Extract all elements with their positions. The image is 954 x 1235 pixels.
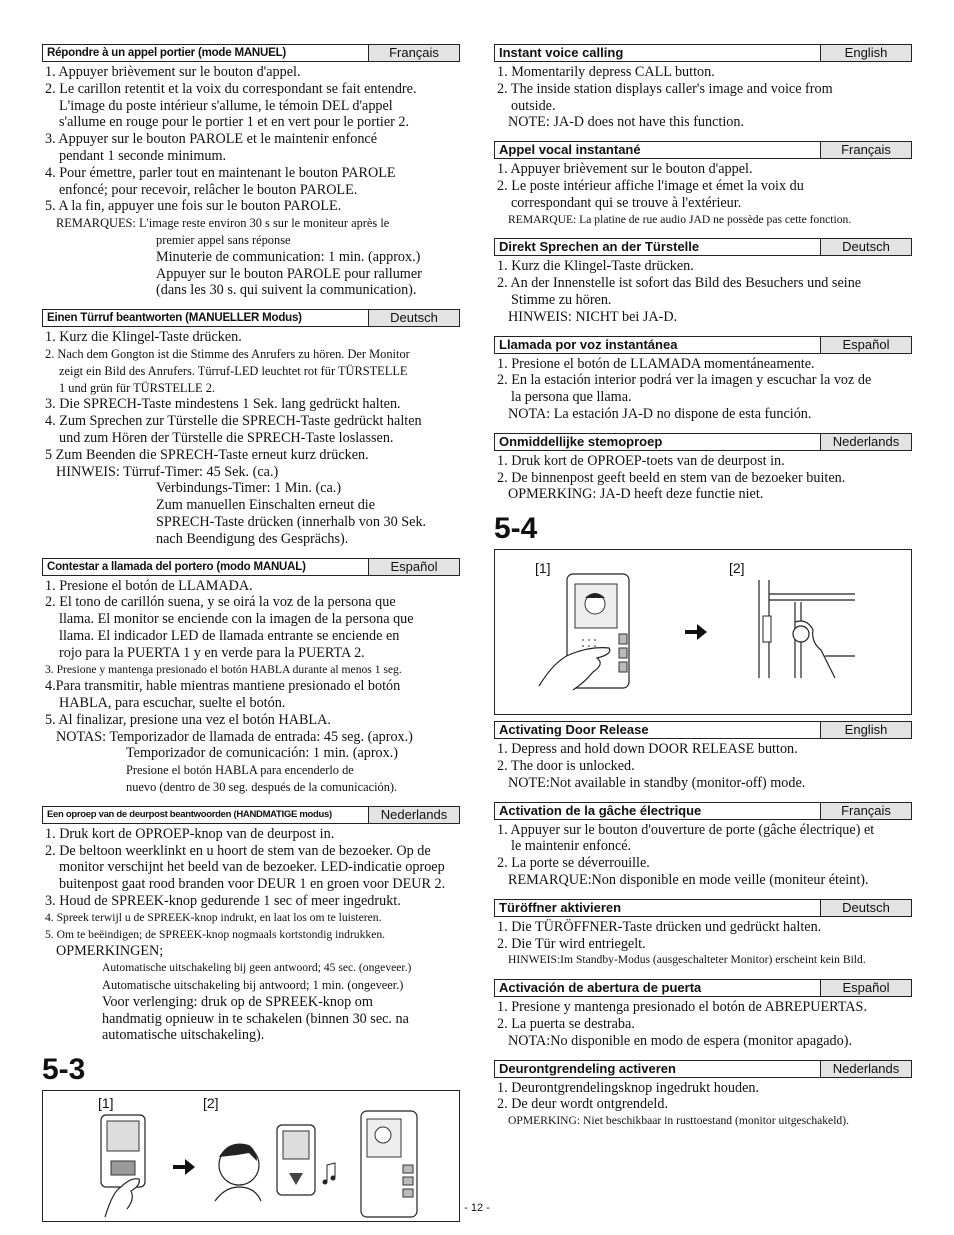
figure-label: [2] <box>203 1095 219 1112</box>
section-fr-manual-answer <box>42 44 460 299</box>
text-line: L'image du poste intérieur s'allume, le témoin DEL d'appel <box>59 97 393 114</box>
text-line: Zum manuellen Einschalten erneut die <box>156 497 376 514</box>
text-line: 5 Zum Beenden die SPRECH-Taste erneut kurz drücken. <box>45 446 369 463</box>
figure-label: [2] <box>729 560 745 577</box>
text-line: Stimme zu hören. <box>511 291 612 308</box>
section-en-door-release <box>494 721 912 791</box>
text-line: 1. Deurontgrendelingsknop ingedrukt houden. <box>497 1079 760 1096</box>
language-tag: Español <box>821 337 911 353</box>
text-line: 1. Momentarily depress CALL button. <box>497 64 715 80</box>
text-line: 5. Om te beëindigen; de SPREEK-knop nogmaals kortstondig indrukken. <box>45 927 386 941</box>
text-line: HINWEIS:Im Standby-Modus (ausgeschalteter Monitor) erscheint kein Bild. <box>508 953 866 967</box>
text-line: 3. Die SPRECH-Taste mindestens 1 Sek. lang gedrückt halten. <box>45 396 401 413</box>
text-line: 2. Nach dem Gongton ist die Stimme des Anrufers zu hören. Der Monitor <box>45 346 410 361</box>
text-line: HINWEIS: Türruf-Timer: 45 Sek. (ca.) <box>56 463 279 480</box>
text-line: OPMERKINGEN; <box>56 943 164 960</box>
section-fr-instant-voice <box>494 141 912 228</box>
language-tag: English <box>821 45 911 61</box>
figure-number: 5-3 <box>42 1053 86 1087</box>
text-line: 5. Al finalizar, presione una vez el botón HABLA. <box>45 711 331 728</box>
section-title: Contestar a llamada del portero (modo MANUAL) <box>43 559 369 575</box>
section-nl-door-release <box>494 1060 912 1130</box>
text-line: REMARQUE: La platine de rue audio JAD ne possède pas cette fonction. <box>508 212 852 226</box>
text-line: 1. Appuyer sur le bouton d'ouverture de porte (gâche électrique) et <box>497 821 875 838</box>
text-line: Automatische uitschakeling bij antwoord; 1 min. (ongeveer.) <box>102 978 404 993</box>
figure-number: 5-4 <box>494 512 538 546</box>
section-header <box>494 721 912 739</box>
text-line: 2. El tono de carillón suena, y se oirá la voz de la persona que <box>45 594 396 611</box>
section-header <box>494 433 912 451</box>
section-nl-manual-answer <box>42 806 460 1044</box>
section-header <box>494 802 912 820</box>
text-line: handmatig opnieuw in te schakelen (binnen 30 sec. na <box>102 1010 409 1027</box>
language-tag: English <box>821 722 911 738</box>
text-line: Automatische uitschakeling bij geen antwoord; 45 sec. (ongeveer.) <box>102 961 412 975</box>
section-header <box>494 141 912 159</box>
section-de-door-release <box>494 899 912 969</box>
text-line: SPRECH-Taste drücken (innerhalb von 30 Sek. <box>156 513 427 530</box>
text-line: NOTE:Not available in standby (monitor-off) mode. <box>508 774 806 791</box>
text-line: 2. Le carillon retentit et la voix du correspondant se fait entendre. <box>45 80 417 97</box>
section-title: Activación de abertura de puerta <box>495 980 821 996</box>
section-es-instant-voice <box>494 336 912 423</box>
text-line: 2. Die Tür wird entriegelt. <box>497 935 646 952</box>
text-line: 4. Spreek terwijl u de SPREEK-knop indrukt, en laat los om te luisteren. <box>45 910 382 924</box>
section-es-door-release <box>494 979 912 1049</box>
section-header <box>494 336 912 354</box>
text-line: Appuyer sur le bouton PAROLE pour rallumer <box>156 265 422 282</box>
text-line: premier appel sans réponse <box>156 232 291 247</box>
text-line: rojo para la PUERTA 1 y en verde para la PUERTA 2. <box>59 644 365 661</box>
text-line: automatische uitschakeling). <box>102 1027 265 1044</box>
text-line: le maintenir enfoncé. <box>511 838 632 855</box>
text-line: Verbindungs-Timer: 1 Min. (ca.) <box>156 480 342 497</box>
language-tag: Español <box>821 980 911 996</box>
text-line: enfoncé; pour recevoir, relâcher le bouton PAROLE. <box>59 181 358 198</box>
section-title: Activating Door Release <box>495 722 821 738</box>
section-header <box>494 44 912 62</box>
section-title: Deurontgrendeling activeren <box>495 1061 821 1077</box>
text-line: 1. Depress and hold down DOOR RELEASE button. <box>497 741 798 758</box>
text-line: 1. Presione y mantenga presionado el botón de ABREPUERTAS. <box>497 999 867 1016</box>
text-line: llama. El monitor se enciende con la imagen de la persona que <box>59 611 414 628</box>
section-nl-instant-voice <box>494 433 912 503</box>
text-line: 2. De deur wordt ontgrendeld. <box>497 1096 668 1113</box>
text-line: 1. Presione el botón de LLAMADA momentáneamente. <box>497 355 815 372</box>
text-line: Minuterie de communication: 1 min. (approx.) <box>156 248 421 265</box>
section-title: Een oproep van de deurpost beantwoorden (HANDMATIGE modus) <box>43 807 369 823</box>
text-line: 1. Kurz die Klingel-Taste drücken. <box>497 258 694 275</box>
text-line: 3. Appuyer sur le bouton PAROLE et le maintenir enfoncé <box>45 131 378 148</box>
language-tag: Nederlands <box>369 807 459 823</box>
section-en-instant-voice <box>494 44 912 131</box>
text-line: HINWEIS: NICHT bei JA-D. <box>508 308 678 325</box>
language-tag: Deutsch <box>369 310 459 326</box>
text-line: 1. Appuyer brièvement sur le bouton d'appel. <box>45 64 301 80</box>
section-title: Türöffner aktivieren <box>495 900 821 916</box>
text-line: pendant 1 seconde minimum. <box>59 147 227 164</box>
right-column <box>494 44 912 1140</box>
text-line: 5. A la fin, appuyer une fois sur le bouton PAROLE. <box>45 198 342 215</box>
section-fr-door-release <box>494 802 912 889</box>
language-tag: Nederlands <box>821 434 911 450</box>
figure-label: [1] <box>98 1095 114 1112</box>
section-title: Appel vocal instantané <box>495 142 821 158</box>
page-number: - 12 - <box>464 1202 490 1214</box>
text-line: 3. Houd de SPREEK-knop gedurende 1 sec of meer ingedrukt. <box>45 893 401 910</box>
section-es-manual-answer <box>42 558 460 796</box>
text-line: la persona que llama. <box>511 389 632 406</box>
section-de-manual-answer <box>42 309 460 547</box>
language-tag: Nederlands <box>821 1061 911 1077</box>
text-line: 2. De beltoon weerklinkt en u hoort de stem van de bezoeker. Op de <box>45 842 431 859</box>
text-line: zeigt ein Bild des Anrufers. Türruf-LED leuchtet rot für TÜRSTELLE <box>59 363 408 378</box>
section-header <box>494 238 912 256</box>
figure-label: [1] <box>535 560 551 577</box>
section-header <box>42 309 460 327</box>
text-line: 2. Le poste intérieur affiche l'image et émet la voix du <box>497 177 804 194</box>
section-title: Einen Türruf beantworten (MANUELLER Modus) <box>43 310 369 326</box>
text-line: 1. Druk kort de OPROEP-knop van de deurpost in. <box>45 825 335 842</box>
text-line: Temporizador de comunicación: 1 min. (aprox.) <box>126 745 399 762</box>
text-line: 1. Die TÜRÖFFNER-Taste drücken und gedrückt halten. <box>497 918 822 935</box>
text-line: Voor verlenging: druk op de SPREEK-knop om <box>102 993 373 1010</box>
section-header <box>494 899 912 917</box>
text-line: 4. Zum Sprechen zur Türstelle die SPRECH-Taste gedrückt halten <box>45 413 422 430</box>
section-header <box>494 979 912 997</box>
language-tag: Deutsch <box>821 900 911 916</box>
language-tag: Español <box>369 559 459 575</box>
text-line: 4. Pour émettre, parler tout en maintenant le bouton PAROLE <box>45 164 396 181</box>
text-line: nach Beendigung des Gesprächs). <box>156 530 349 547</box>
text-line: 2. La puerta se destraba. <box>497 1015 635 1032</box>
text-line: correspondant qui se trouve à l'extérieur. <box>511 194 742 211</box>
text-line: OPMERKING: JA-D heeft deze functie niet. <box>508 486 764 503</box>
text-line: nuevo (dentro de 30 seg. después de la comunicación). <box>126 780 398 795</box>
section-de-instant-voice <box>494 238 912 325</box>
section-title: Onmiddellijke stemoproep <box>495 434 821 450</box>
text-line: s'allume en rouge pour le portier 1 et en vert pour le portier 2. <box>59 114 410 131</box>
figure-5-4 <box>494 549 912 715</box>
text-line: Presione el botón HABLA para encenderlo de <box>126 763 354 778</box>
text-line: 2. The inside station displays caller's image and voice from <box>497 80 833 97</box>
text-line: OPMERKING: Niet beschikbaar in rusttoestand (monitor uitgeschakeld). <box>508 1114 849 1128</box>
text-line: REMARQUES: L'image reste environ 30 s sur le moniteur après le <box>56 216 390 231</box>
text-line: 1 und grün für TÜRSTELLE 2. <box>59 380 216 395</box>
door-release-illustration <box>495 550 911 714</box>
text-line: 2. En la estación interior podrá ver la imagen y escuchar la voz de <box>497 372 872 389</box>
section-header <box>42 558 460 576</box>
text-line: 2. The door is unlocked. <box>497 757 635 774</box>
text-line: 2. La porte se déverrouille. <box>497 855 650 872</box>
section-title: Répondre à un appel portier (mode MANUEL) <box>43 45 369 61</box>
language-tag: Français <box>369 45 459 61</box>
text-line: buitenpost gaat rood branden voor DEUR 1 en groen voor DEUR 2. <box>59 876 446 893</box>
text-line: 3. Presione y mantenga presionado el botón HABLA durante al menos 1 seg. <box>45 662 402 676</box>
text-line: 1. Druk kort de OPROEP-toets van de deurpost in. <box>497 452 785 469</box>
text-line: outside. <box>511 97 556 114</box>
text-line: 1. Presione el botón de LLAMADA. <box>45 577 253 594</box>
section-header <box>42 44 460 62</box>
text-line: 1. Appuyer brièvement sur le bouton d'appel. <box>497 161 753 178</box>
text-line: HABLA, para escuchar, suelte el botón. <box>59 695 286 712</box>
text-line: NOTA:No disponible en modo de espera (monitor apagado). <box>508 1032 853 1049</box>
left-column <box>42 44 460 1222</box>
text-line: 2. An der Innenstelle ist sofort das Bild des Besuchers und seine <box>497 275 862 292</box>
section-title: Direkt Sprechen an der Türstelle <box>495 239 821 255</box>
text-line: REMARQUE:Non disponible en mode veille (moniteur éteint). <box>508 871 869 888</box>
section-header <box>42 806 460 824</box>
text-line: (dans les 30 s. qui suivent la communication). <box>156 282 417 299</box>
language-tag: Français <box>821 803 911 819</box>
text-line: 4.Para transmitir, hable mientras mantiene presionado el botón <box>45 678 401 695</box>
language-tag: Deutsch <box>821 239 911 255</box>
section-title: Activation de la gâche électrique <box>495 803 821 819</box>
text-line: monitor verschijnt het beeld van de bezoeker. LED-indicatie oproep <box>59 859 445 876</box>
text-line: 2. De binnenpost geeft beeld en stem van de bezoeker buiten. <box>497 469 846 486</box>
section-title: Instant voice calling <box>495 45 821 61</box>
text-line: NOTE: JA-D does not have this function. <box>508 114 745 131</box>
text-line: und zum Hören der Türstelle die SPRECH-Taste loslassen. <box>59 429 394 446</box>
language-tag: Français <box>821 142 911 158</box>
text-line: llama. El indicador LED de llamada entrante se enciende en <box>59 627 400 644</box>
section-header <box>494 1060 912 1078</box>
text-line: NOTAS: Temporizador de llamada de entrada: 45 seg. (aprox.) <box>56 728 413 745</box>
text-line: NOTA: La estación JA-D no dispone de esta función. <box>508 405 812 422</box>
text-line: 1. Kurz die Klingel-Taste drücken. <box>45 329 242 346</box>
section-title: Llamada por voz instantánea <box>495 337 821 353</box>
